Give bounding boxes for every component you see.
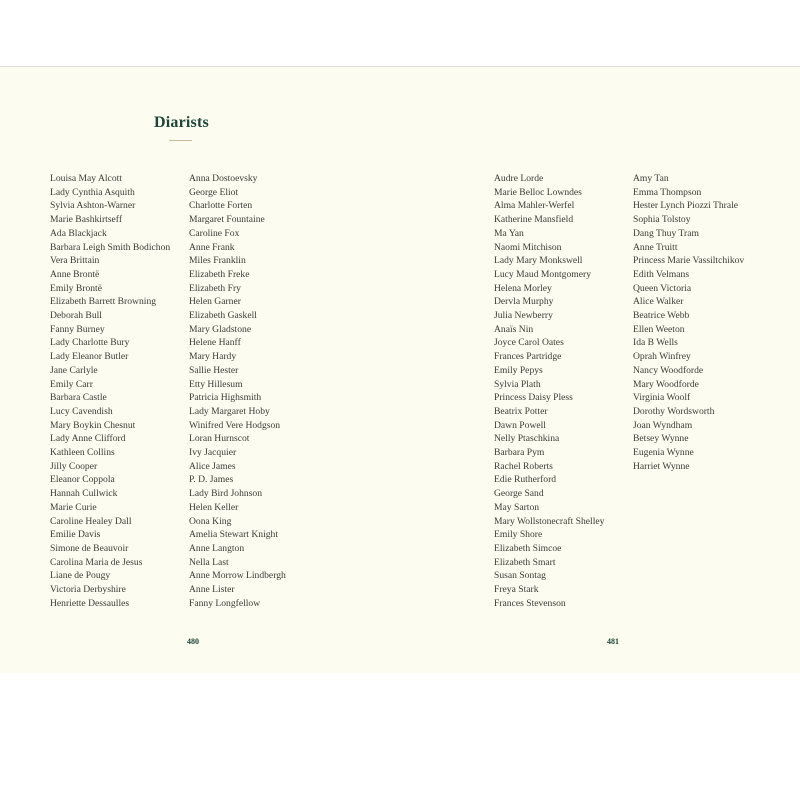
diarist-name: Anne Brontë — [50, 268, 100, 280]
diarist-name: Marie Belloc Lowndes — [494, 186, 582, 198]
diarist-name: Princess Marie Vassiltchikov — [633, 255, 745, 267]
diarist-name: Helen Garner — [189, 296, 241, 308]
diarist-name: Lady Charlotte Bury — [50, 337, 130, 349]
diarist-name: Elizabeth Simcoe — [494, 542, 562, 554]
diarist-name: Rachel Roberts — [494, 460, 553, 472]
diarist-name: Harriet Wynne — [633, 460, 690, 472]
diarist-name: Joan Wyndham — [633, 419, 693, 431]
diarist-name: Victoria Derbyshire — [50, 584, 126, 596]
diarist-name: Mary Gladstone — [189, 323, 252, 335]
diarist-name: Ellen Weeton — [633, 323, 685, 335]
diarist-name: George Sand — [494, 488, 544, 500]
diarist-name: Audre Lorde — [494, 173, 544, 184]
diarist-name: Nella Last — [189, 556, 229, 568]
diarist-name: May Sarton — [494, 501, 540, 513]
diarist-name: Lady Bird Johnson — [189, 488, 263, 500]
diarist-name: Anaïs Nin — [494, 323, 534, 335]
diarist-name: Elizabeth Freke — [189, 268, 250, 280]
diarist-name: Emily Carr — [50, 378, 93, 390]
diarist-name: Lady Eleanor Butler — [50, 351, 129, 363]
diarist-name: Winifred Vere Hodgson — [189, 419, 281, 431]
diarist-name: Jilly Cooper — [50, 460, 98, 472]
diarist-name: Elizabeth Smart — [494, 556, 556, 568]
diarist-name: Mary Boykin Chesnut — [50, 419, 136, 431]
diarist-name: Louisa May Alcott — [50, 173, 122, 184]
diarist-name: Patricia Highsmith — [189, 392, 262, 404]
diarist-name: Beatrice Webb — [633, 310, 690, 322]
diarist-name: Barbara Leigh Smith Bodichon — [50, 241, 171, 253]
diarist-name: Alma Mahler-Werfel — [494, 200, 575, 212]
diarist-name: Emily Shore — [494, 529, 543, 541]
diarist-name: Miles Franklin — [189, 255, 246, 267]
diarist-name: Princess Daisy Pless — [494, 392, 573, 404]
diarist-name: Lucy Cavendish — [50, 405, 113, 417]
diarist-name: Emma Thompson — [633, 186, 702, 198]
diarist-name: Amelia Stewart Knight — [189, 529, 278, 541]
diarist-name: Queen Victoria — [633, 282, 692, 294]
diarist-name: Henriette Dessaulles — [50, 597, 130, 609]
diarist-name: Anne Truitt — [633, 241, 678, 253]
diarist-column-1 — [50, 172, 170, 611]
diarist-name: Marie Bashkirtseff — [50, 214, 123, 226]
diarist-name: Amy Tan — [633, 173, 669, 184]
diarist-name: Beatrix Potter — [494, 405, 548, 417]
diarist-name: Marie Curie — [50, 501, 97, 513]
diarist-name: Virginia Woolf — [633, 392, 691, 404]
diarist-name: Betsey Wynne — [633, 433, 689, 445]
diarist-name: Anne Lister — [189, 584, 235, 596]
diarist-name: Loran Hurnscot — [189, 433, 250, 445]
diarist-name: Sallie Hester — [189, 364, 239, 376]
diarist-name: Alice Walker — [633, 296, 684, 308]
page-number-right: 481 — [607, 637, 619, 646]
diarist-name: Anne Langton — [189, 542, 245, 554]
diarist-name: Carolina Maria de Jesus — [50, 556, 143, 568]
diarist-name: George Eliot — [189, 186, 239, 198]
diarist-name: Eleanor Coppola — [50, 474, 115, 486]
diarist-name: Anne Morrow Lindbergh — [189, 570, 286, 582]
diarist-name: Lucy Maud Montgomery — [494, 268, 591, 280]
diarist-name: Katherine Mansfield — [494, 214, 574, 226]
diarist-name: Fanny Burney — [50, 323, 105, 335]
diarist-name: Helene Hanff — [189, 337, 241, 349]
diarist-name: Joyce Carol Oates — [494, 337, 564, 349]
diarist-name: Nelly Ptaschkina — [494, 433, 560, 445]
diarist-name: Anne Frank — [189, 241, 235, 253]
diarist-name: P. D. James — [189, 474, 234, 486]
diarist-name: Elizabeth Gaskell — [189, 310, 257, 322]
diarist-name: Naomi Mitchison — [494, 241, 562, 253]
diarist-name: Barbara Castle — [50, 392, 107, 404]
diarist-name: Emily Brontë — [50, 282, 102, 294]
diarist-name: Mary Wollstonecraft Shelley — [494, 515, 605, 527]
diarist-name: Ma Yan — [494, 227, 524, 239]
diarist-name: Barbara Pym — [494, 447, 545, 459]
diarist-name: Lady Mary Monkswell — [494, 255, 583, 267]
diarist-name: Charlotte Forten — [189, 200, 253, 212]
diarist-name: Dang Thuy Tram — [633, 227, 699, 239]
diarist-name: Jane Carlyle — [50, 364, 98, 376]
diarist-name: Lady Cynthia Asquith — [50, 186, 135, 198]
diarist-name: Frances Stevenson — [494, 597, 566, 609]
diarist-name: Margaret Fountaine — [189, 214, 265, 226]
diarist-name: Dorothy Wordsworth — [633, 405, 715, 417]
diarist-name: Susan Sontag — [494, 570, 546, 582]
diarist-name: Simone de Beauvoir — [50, 542, 129, 554]
diarist-name: Edie Rutherford — [494, 474, 557, 486]
diarist-name: Caroline Fox — [189, 227, 240, 239]
diarist-name: Dervla Murphy — [494, 296, 554, 308]
diarist-name: Fanny Longfellow — [189, 597, 261, 609]
diarist-name: Oprah Winfrey — [633, 351, 691, 363]
diarist-name: Alice James — [189, 460, 236, 472]
diarist-name: Kathleen Collins — [50, 447, 115, 459]
diarist-name: Lady Anne Clifford — [50, 433, 126, 445]
diarist-name: Ada Blackjack — [50, 227, 107, 239]
diarist-name: Sylvia Plath — [494, 378, 541, 390]
diarist-name: Deborah Bull — [50, 310, 102, 322]
diarist-name: Nancy Woodforde — [633, 364, 704, 376]
diarist-name: Hester Lynch Piozzi Thrale — [633, 200, 739, 212]
diarist-name: Julia Newberry — [494, 310, 553, 322]
page-title: Diarists — [154, 114, 209, 131]
diarist-name: Freya Stark — [494, 584, 539, 596]
diarist-name: Sophia Tolstoy — [633, 214, 691, 226]
diarist-name: Mary Woodforde — [633, 378, 699, 390]
diarist-name: Frances Partridge — [494, 351, 562, 363]
diarist-name: Etty Hillesum — [189, 378, 243, 390]
diarist-column-3 — [494, 172, 604, 611]
diarist-name: Eugenia Wynne — [633, 447, 694, 459]
diarist-name: Elizabeth Fry — [189, 282, 241, 294]
diarist-name: Ida B Wells — [633, 337, 678, 349]
diarist-name: Emily Pepys — [494, 364, 543, 376]
diarist-name: Ivy Jacquier — [189, 447, 237, 459]
title-underline-rule — [169, 140, 192, 141]
diarist-name: Helen Keller — [189, 501, 239, 513]
diarist-name: Vera Brittain — [50, 255, 100, 267]
diarist-name: Dawn Powell — [494, 419, 546, 431]
diarist-name: Hannah Cullwick — [50, 488, 118, 500]
page-number-left: 480 — [187, 637, 199, 646]
diarist-name: Lady Margaret Hoby — [189, 405, 270, 417]
diarist-name: Liane de Pougy — [50, 570, 111, 582]
diarist-name: Elizabeth Barrett Browning — [50, 296, 157, 308]
diarist-name: Anna Dostoevsky — [189, 173, 258, 184]
diarist-name: Helena Morley — [494, 282, 552, 294]
diarist-name: Emilie Davis — [50, 529, 101, 541]
diarist-name: Sylvia Ashton-Warner — [50, 200, 136, 212]
diarist-name: Mary Hardy — [189, 351, 237, 363]
diarist-name: Edith Velmans — [633, 268, 690, 280]
diarist-name: Oona King — [189, 515, 232, 527]
diarist-column-4 — [633, 172, 744, 473]
diarist-column-2 — [189, 172, 286, 611]
diarist-name: Caroline Healey Dall — [50, 515, 132, 527]
